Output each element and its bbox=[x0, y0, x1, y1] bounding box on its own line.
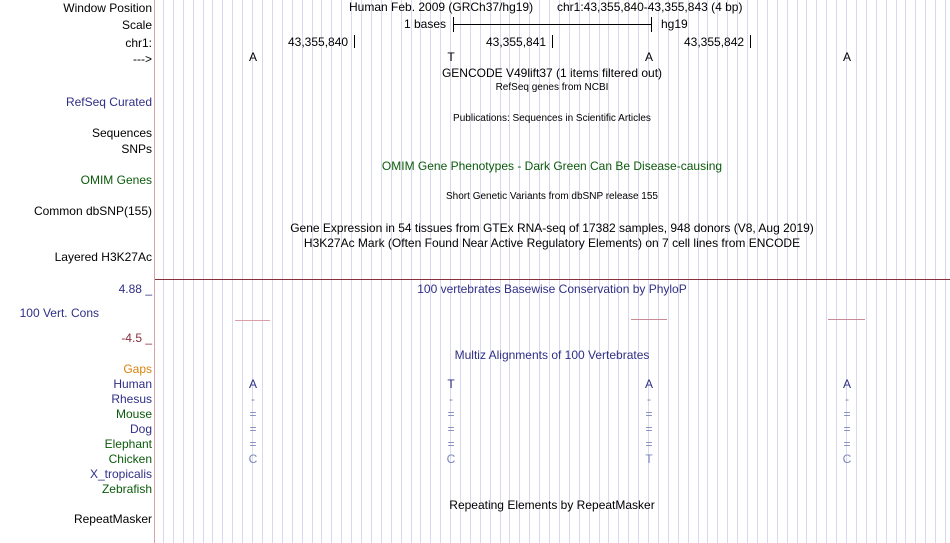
conservation-mark-3 bbox=[631, 319, 667, 320]
gaps-label[interactable]: Gaps bbox=[123, 362, 152, 376]
species-rhesus-label[interactable]: Rhesus bbox=[111, 392, 152, 406]
rhesus-base-3: - bbox=[647, 392, 651, 406]
species-human-label[interactable]: Human bbox=[113, 377, 152, 391]
coordinate-2: 43,355,841 bbox=[486, 35, 547, 49]
mouse-base-1: = bbox=[249, 407, 257, 421]
window-position-text: chr1:43,355,840-43,355,843 (4 bp) bbox=[557, 0, 743, 14]
common-dbsnp-label[interactable]: Common dbSNP(155) bbox=[33, 204, 152, 218]
strand-label[interactable]: ---> bbox=[133, 52, 152, 66]
conservation-zero-line bbox=[155, 279, 950, 280]
repeatmasker-track-desc[interactable]: Repeating Elements by RepeatMasker bbox=[449, 498, 655, 512]
human-base-3: A bbox=[644, 377, 654, 391]
dog-base-2: = bbox=[447, 422, 455, 436]
coordinate-tick-2 bbox=[552, 35, 553, 48]
species-mouse-label[interactable]: Mouse bbox=[115, 407, 152, 421]
vert-cons-label[interactable]: 100 Vert. Cons bbox=[19, 306, 99, 320]
h3k27ac-track-desc[interactable]: H3K27Ac Mark (Often Found Near Active Regulatory Elements) on 7 cell lines from ENCODE bbox=[303, 236, 801, 250]
base-1: A bbox=[248, 50, 258, 64]
repeatmasker-label[interactable]: RepeatMasker bbox=[73, 512, 152, 526]
coordinate-3: 43,355,842 bbox=[684, 35, 745, 49]
species-dog-label[interactable]: Dog bbox=[129, 422, 152, 436]
chicken-base-2: C bbox=[446, 452, 456, 466]
species-xtropicalis-label[interactable]: X_tropicalis bbox=[89, 467, 152, 481]
mouse-base-4: = bbox=[843, 407, 851, 421]
track-image-area[interactable] bbox=[155, 0, 950, 543]
base-4: A bbox=[842, 50, 852, 64]
conservation-mark-1 bbox=[235, 320, 270, 321]
human-base-2: T bbox=[447, 377, 455, 391]
dog-base-3: = bbox=[645, 422, 653, 436]
base-2: T bbox=[447, 50, 455, 64]
refseq-curated-label[interactable]: RefSeq Curated bbox=[65, 95, 152, 109]
omim-genes-label[interactable]: OMIM Genes bbox=[80, 173, 152, 187]
scale-bar-right-tick bbox=[651, 17, 652, 32]
mouse-base-3: = bbox=[645, 407, 653, 421]
elephant-base-2: = bbox=[447, 437, 455, 451]
chicken-base-1: C bbox=[248, 452, 258, 466]
scale-bar bbox=[453, 24, 651, 25]
assembly-text: Human Feb. 2009 (GRCh37/hg19) bbox=[349, 0, 534, 14]
species-chicken-label[interactable]: Chicken bbox=[108, 452, 152, 466]
gtex-track-desc[interactable]: Gene Expression in 54 tissues from GTEx RNA-seq of 17382 samples, 948 donors (V8, Aug 2019) bbox=[290, 221, 814, 235]
phylop-track-desc[interactable]: 100 vertebrates Basewise Conservation by PhyloP bbox=[417, 282, 687, 296]
coordinate-tick-1 bbox=[354, 35, 355, 48]
conservation-mark-4 bbox=[828, 319, 865, 320]
rhesus-base-4: - bbox=[845, 392, 849, 406]
chromosome-label: chr1: bbox=[125, 36, 152, 50]
coordinate-tick-3 bbox=[750, 35, 751, 48]
gencode-track-title[interactable]: GENCODE V49lift37 (1 items filtered out) bbox=[441, 66, 663, 80]
snps-label[interactable]: SNPs bbox=[121, 142, 152, 156]
refseq-track-desc[interactable]: RefSeq genes from NCBI bbox=[495, 82, 609, 93]
conservation-max-value: 4.88 _ bbox=[118, 282, 152, 296]
species-zebrafish-label[interactable]: Zebrafish bbox=[101, 482, 152, 496]
dbsnp-track-desc[interactable]: Short Genetic Variants from dbSNP release 155 bbox=[446, 191, 658, 202]
rhesus-base-2: - bbox=[449, 392, 453, 406]
omim-track-desc[interactable]: OMIM Gene Phenotypes - Dark Green Can Be Disease-causing bbox=[381, 159, 723, 173]
scale-label: Scale bbox=[121, 18, 152, 32]
dog-base-1: = bbox=[249, 422, 257, 436]
track-labels-column bbox=[0, 0, 154, 543]
elephant-base-4: = bbox=[843, 437, 851, 451]
chicken-base-3: T bbox=[645, 452, 653, 466]
elephant-base-1: = bbox=[249, 437, 257, 451]
window-position-label: Window Position bbox=[63, 1, 152, 15]
coordinate-1: 43,355,840 bbox=[288, 35, 349, 49]
mouse-base-2: = bbox=[447, 407, 455, 421]
human-base-4: A bbox=[842, 377, 852, 391]
publications-track-desc[interactable]: Publications: Sequences in Scientific Articles bbox=[453, 113, 651, 124]
rhesus-base-1: - bbox=[251, 392, 255, 406]
chicken-base-4: C bbox=[842, 452, 852, 466]
dog-base-4: = bbox=[843, 422, 851, 436]
multiz-track-desc[interactable]: Multiz Alignments of 100 Vertebrates bbox=[454, 348, 650, 362]
scale-text: 1 bases bbox=[404, 17, 447, 31]
db-label: hg19 bbox=[661, 17, 688, 31]
elephant-base-3: = bbox=[645, 437, 653, 451]
base-3: A bbox=[644, 50, 654, 64]
sequences-label[interactable]: Sequences bbox=[91, 126, 152, 140]
layered-h3k27ac-label[interactable]: Layered H3K27Ac bbox=[54, 250, 152, 264]
species-elephant-label[interactable]: Elephant bbox=[104, 437, 152, 451]
human-base-1: A bbox=[248, 377, 258, 391]
conservation-min-value: -4.5 _ bbox=[121, 331, 152, 345]
